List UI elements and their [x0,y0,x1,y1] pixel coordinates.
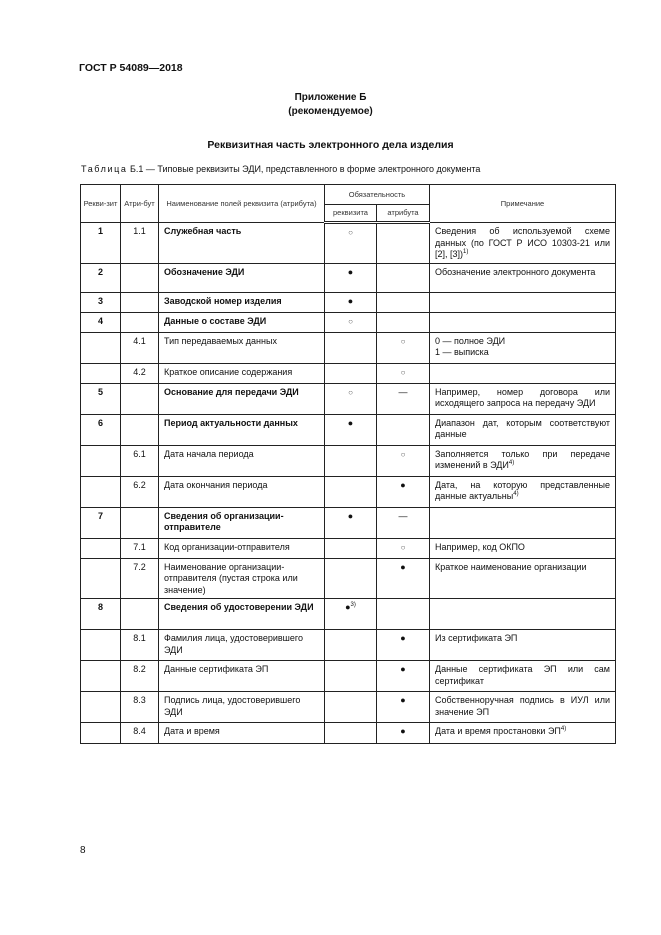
table-row [81,558,616,599]
attribute-number [121,383,159,414]
attribute-obligation-mark: ● [400,479,406,490]
table-row [81,263,616,292]
field-name [159,414,325,445]
field-name [159,263,325,292]
attribute-obligation [377,363,430,383]
attribute-number-text: 4.2 [133,366,146,377]
table-row [81,312,616,332]
requisite-number-text: 2 [97,266,103,277]
field-name-text: Данные о составе ЭДИ [164,315,267,326]
attribute-number-text: 8.4 [133,726,146,736]
attribute-number-text: 6.2 [133,479,146,490]
requisite-obligation [325,223,377,264]
field-name-text: Код организации-отправителя [164,541,290,552]
field-name [159,383,325,414]
attribute-number [121,476,159,507]
header-obligation: Обязательность [325,185,430,205]
field-name [159,630,325,661]
table-row [81,723,616,744]
attribute-number-text: 4.1 [133,335,146,346]
appendix-title: Приложение Б [294,92,367,103]
note [430,558,616,599]
note [430,332,616,363]
requisite-obligation [325,558,377,599]
header-note: Примечание [430,185,616,223]
attribute-number [121,538,159,558]
field-name [159,507,325,538]
header-field-name: Наименование полей реквизита (атрибута) [159,185,325,223]
requisite-obligation [325,476,377,507]
attribute-number [121,292,159,312]
attribute-obligation [377,507,430,538]
requisite-number [81,599,121,630]
attribute-obligation-mark: ○ [400,449,406,459]
requisite-obligation [325,630,377,661]
attribute-number-text: 1.1 [133,226,146,236]
requisite-number-text: 8 [97,602,103,612]
note [430,414,616,445]
note-text: Диапазон дат, которым соответствуют данные [435,417,610,439]
field-name-text: Сведения об удостоверении ЭДИ [164,602,314,612]
requisite-obligation [325,661,377,692]
requisite-obligation [325,599,377,630]
footnote-ref: 3) [350,602,356,608]
note-text: Данные сертификата ЭП или сам сертификат [435,664,610,686]
field-name-text: Дата окончания периода [164,479,268,490]
attribute-number [121,414,159,445]
attribute-number [121,507,159,538]
attribute-number [121,661,159,692]
attribute-number [121,630,159,661]
note-text: Например, код ОКПО [435,541,525,552]
page-number: 8 [80,845,86,856]
attribute-obligation [377,383,430,414]
field-name-text: Заводской номер изделия [164,295,282,306]
requisite-number-text: 7 [97,510,103,521]
footnote-ref: 4) [560,726,567,732]
note [430,723,616,744]
attribute-obligation [377,692,430,723]
note [430,692,616,723]
table-row [81,332,616,363]
requisite-number [81,263,121,292]
header-obligation-rekvizit: реквизита [325,205,377,223]
requisite-obligation [325,692,377,723]
attribute-obligation [377,414,430,445]
field-name [159,445,325,476]
requisite-obligation [325,263,377,292]
attribute-number-text: 7.2 [133,561,146,572]
note-text: Дата и время простановки ЭП [435,726,561,736]
attribute-obligation [377,263,430,292]
attribute-number [121,332,159,363]
attribute-obligation [377,558,430,599]
attribute-number [121,558,159,599]
table-body [81,223,616,744]
attribute-obligation-mark: ○ [400,542,406,552]
attribute-obligation [377,661,430,692]
field-name-text: Дата и время [164,726,220,736]
attribute-obligation [377,599,430,630]
field-name [159,558,325,599]
header-atribut: Атри-бут [121,185,159,223]
field-name-text: Обозначение ЭДИ [164,266,245,277]
requisite-number-text: 3 [97,295,103,306]
note-text: 0 — полное ЭДИ 1 — выписка [435,335,506,357]
requisite-number [81,363,121,383]
field-name-text: Наименование организации-отправителя (пустая строка или значение) [164,561,298,595]
attribute-number-text: 6.1 [133,448,146,459]
requisite-number [81,630,121,661]
note [430,599,616,630]
attribute-number [121,223,159,264]
requisite-obligation [325,723,377,744]
header-rekvizit: Рекви-зит [81,185,121,223]
requisite-obligation-mark: ○ [348,228,353,237]
note [430,445,616,476]
field-name [159,292,325,312]
field-name-text: Подпись лица, удостоверившего ЭДИ [164,695,301,717]
field-name [159,599,325,630]
note [430,507,616,538]
requisite-obligation [325,383,377,414]
attribute-obligation-mark: ● [400,633,406,643]
requisite-number-text: 6 [97,417,103,428]
footnote-ref: 4) [508,460,515,466]
table-row [81,692,616,723]
requisite-obligation [325,312,377,332]
table-row [81,383,616,414]
attribute-obligation-mark: ● [400,726,406,736]
attribute-obligation-mark: ○ [400,336,406,346]
note-text: Собственноручная подпись в ИУЛ или значение ЭП [435,695,610,717]
table-row [81,363,616,383]
table-row [81,292,616,312]
attribute-number [121,723,159,744]
requisite-number [81,445,121,476]
note [430,383,616,414]
field-name [159,538,325,558]
attribute-number [121,692,159,723]
note-text: Обозначение электронного документа [435,266,596,277]
attribute-obligation [377,292,430,312]
field-name-text: Фамилия лица, удостоверившего ЭДИ [164,633,303,655]
requisite-obligation [325,363,377,383]
table-row [81,476,616,507]
attribute-number [121,599,159,630]
requisites-table [80,184,616,744]
note [430,363,616,383]
note-text: Краткое наименование организации [435,561,587,572]
table-caption-text: Б.1 — Типовые реквизиты ЭДИ, представленного в форме электронного документа [127,164,481,174]
requisite-obligation [325,538,377,558]
table-row [81,661,616,692]
attribute-obligation [377,723,430,744]
requisite-obligation [325,292,377,312]
attribute-number [121,312,159,332]
requisite-number-text: 4 [97,315,103,326]
field-name [159,723,325,744]
note [430,630,616,661]
table-row [81,414,616,445]
requisite-obligation [325,414,377,445]
note [430,263,616,292]
field-name [159,223,325,264]
attribute-obligation [377,476,430,507]
attribute-obligation-mark: — [398,510,408,521]
requisite-obligation-mark: ● [347,510,354,521]
attribute-obligation [377,223,430,264]
footnote-ref: 1) [463,249,469,255]
table-row [81,445,616,476]
field-name-text: Краткое описание содержания [164,366,293,377]
requisite-obligation-mark: ○ [348,316,353,326]
note-text: Сведения об используемой схеме данных (по ГОСТ Р ИСО 10303-21 или [2], [3]) [435,226,610,259]
requisite-number [81,692,121,723]
field-name [159,476,325,507]
field-name-text: Служебная часть [164,226,242,236]
field-name [159,363,325,383]
requisite-obligation [325,507,377,538]
table-row [81,538,616,558]
attribute-number-text: 8.2 [133,664,146,674]
note-text: Например, номер договора или исходящего запроса на передачу ЭДИ [435,386,610,408]
note-text: Дата, на которую представленные данные актуальны [435,479,610,501]
requisite-obligation-mark: ○ [348,387,353,397]
attribute-obligation [377,312,430,332]
note [430,292,616,312]
requisite-number-text: 1 [97,226,103,236]
attribute-number [121,445,159,476]
requisite-number [81,661,121,692]
field-name-text: Данные сертификата ЭП [164,664,269,674]
table-row [81,599,616,630]
requisite-number [81,332,121,363]
attribute-obligation-mark: ● [400,664,406,674]
field-name [159,332,325,363]
requisite-number [81,507,121,538]
requisite-number [81,558,121,599]
field-name-text: Основание для передачи ЭДИ [164,386,299,397]
requisite-number [81,292,121,312]
requisite-number [81,414,121,445]
attribute-number-text: 7.1 [133,541,146,552]
requisite-obligation-mark: ● [347,266,354,277]
requisite-number [81,476,121,507]
field-name-text: Тип передаваемых данных [164,335,277,346]
table-row [81,630,616,661]
requisite-number [81,723,121,744]
note [430,661,616,692]
attribute-obligation-mark: ● [400,695,406,705]
note-text: Заполняется только при передаче изменений в ЭДИ [435,448,610,470]
attribute-obligation [377,630,430,661]
attribute-number-text: 8.1 [133,633,146,643]
attribute-number [121,363,159,383]
field-name [159,692,325,723]
table-caption-label: Таблица [81,164,128,174]
field-name-text: Период актуальности данных [164,417,298,428]
table-row [81,223,616,264]
requisite-number [81,312,121,332]
requisite-number [81,383,121,414]
attribute-obligation-mark: ○ [400,367,406,377]
table-caption [81,164,480,174]
attribute-obligation [377,332,430,363]
requisite-obligation [325,445,377,476]
field-name-text: Дата начала периода [164,448,254,459]
standard-code: ГОСТ Р 54089—2018 [79,62,183,74]
requisite-number-text: 5 [97,386,103,397]
note [430,476,616,507]
attribute-number [121,263,159,292]
table-row [81,507,616,538]
section-heading: Реквизитная часть электронного дела изделия [207,139,454,151]
footnote-ref: 4) [513,491,519,497]
attribute-number-text: 8.3 [133,695,146,705]
note [430,312,616,332]
note [430,538,616,558]
field-name-text: Сведения об организации-отправителе [164,510,284,532]
header-obligation-atribut: атрибута [377,205,430,223]
requisite-number [81,223,121,264]
attribute-obligation-mark: ● [400,561,406,572]
field-name [159,312,325,332]
requisite-obligation-mark: ● [347,295,354,306]
requisite-obligation-mark: ● [345,602,351,612]
attribute-obligation [377,445,430,476]
requisite-obligation [325,332,377,363]
note-text: Из сертификата ЭП [435,633,518,643]
attribute-obligation [377,538,430,558]
attribute-obligation-mark: — [398,386,408,397]
requisite-obligation-mark: ● [347,417,354,428]
note [430,223,616,264]
requisite-number [81,538,121,558]
appendix-subtitle: (рекомендуемое) [288,106,373,117]
field-name [159,661,325,692]
